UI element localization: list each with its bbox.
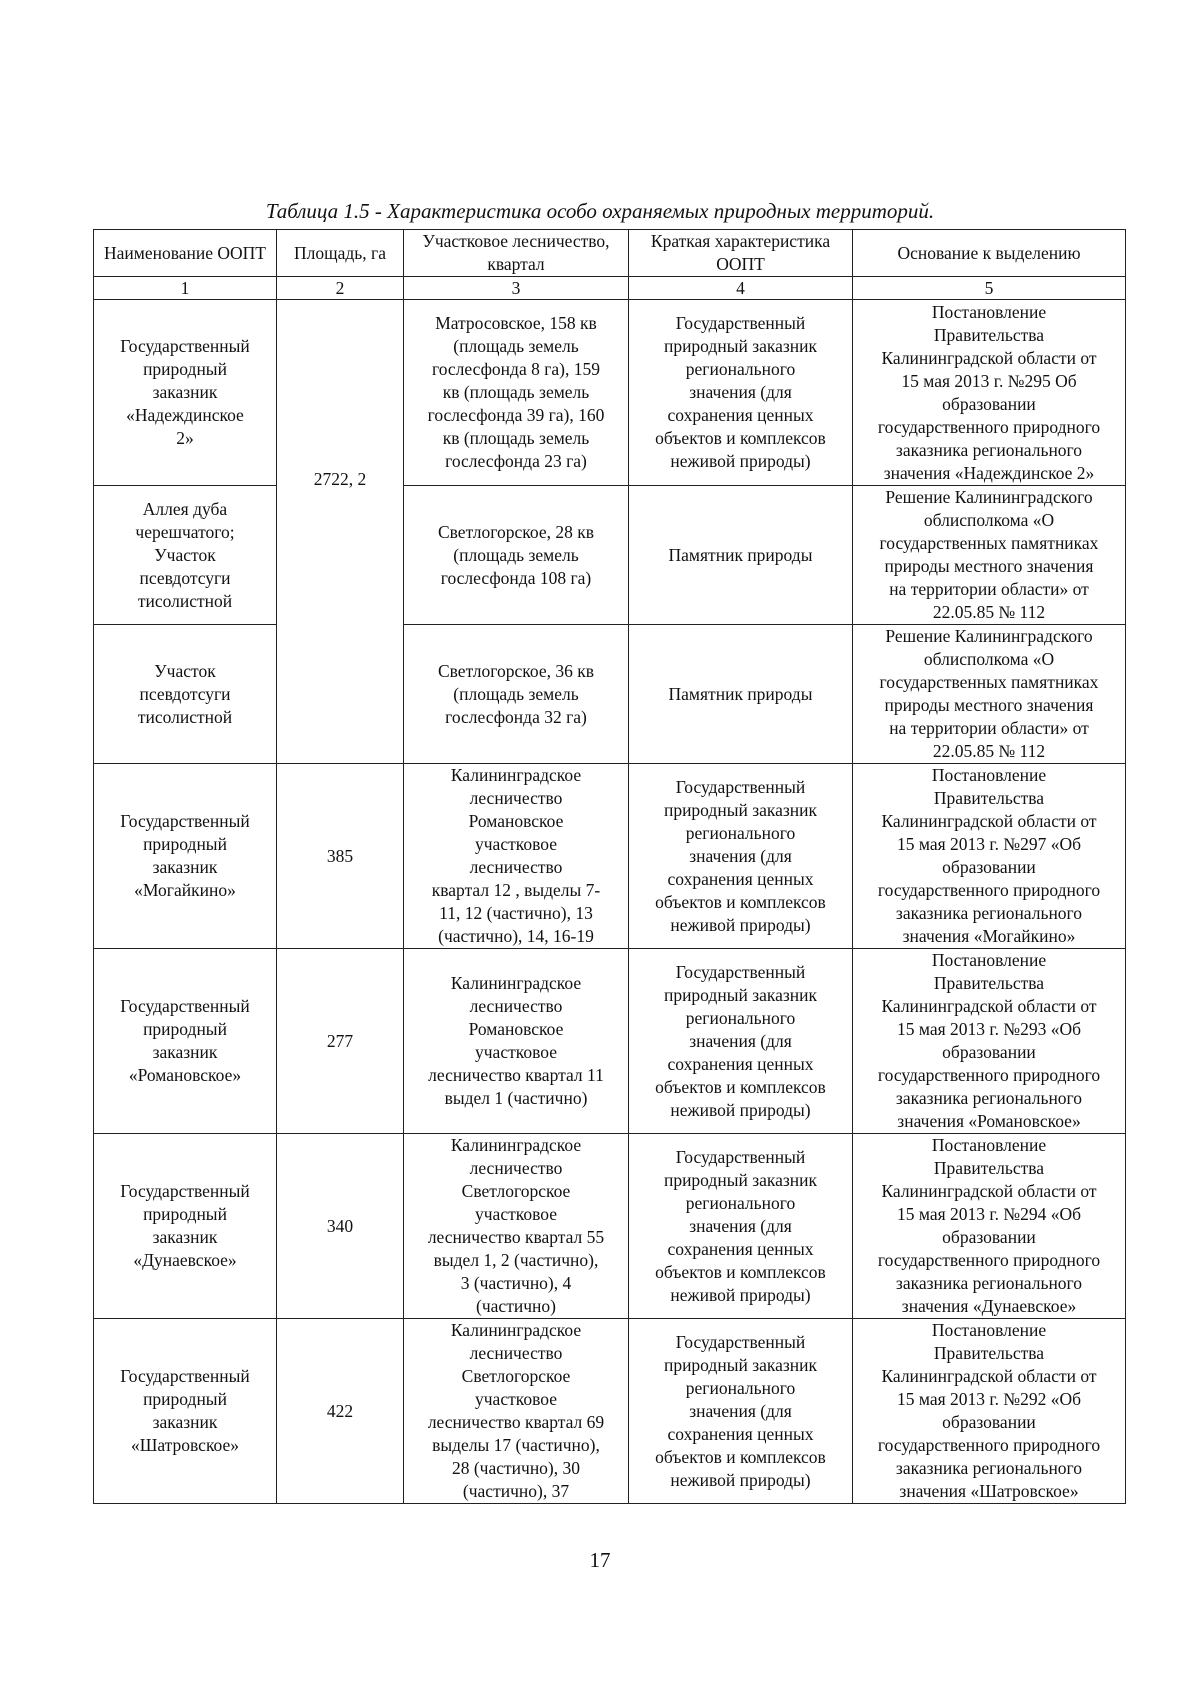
column-number: 5 [853, 277, 1126, 300]
table-header-row [94, 230, 1126, 277]
header-name: Наименование ООПТ [94, 230, 277, 277]
oopt-basis: Постановление Правительства Калининградской области от 15 мая 2013 г. №297 «Об образовании государственного природного заказника регионального значения «Могайкино» [853, 764, 1126, 949]
oopt-name: Государственный природный заказник «Дунаевское» [94, 1134, 277, 1319]
oopt-characteristic: Государственный природный заказник регионального значения (для сохранения ценных объектов и комплексов неживой природы) [629, 1319, 853, 1504]
oopt-forestry: Светлогорское, 28 кв (площадь земель гослесфонда 108 га) [404, 486, 629, 625]
header-basis: Основание к выделению [853, 230, 1126, 277]
oopt-basis: Решение Калининградского облисполкома «О государственных памятниках природы местного значения на территории области» от 22.05.85 № 112 [853, 486, 1126, 625]
oopt-basis: Постановление Правительства Калининградской области от 15 мая 2013 г. №295 Об образовании государственного природного заказника регионального значения «Надеждинское 2» [853, 300, 1126, 486]
table-row [94, 1319, 1126, 1504]
oopt-characteristic: Государственный природный заказник регионального значения (для сохранения ценных объектов и комплексов неживой природы) [629, 949, 853, 1134]
oopt-name: Аллея дуба черешчатого; Участок псевдотсуги тисолистной [94, 486, 277, 625]
page-number: 17 [589, 1548, 611, 1572]
oopt-characteristic: Государственный природный заказник регионального значения (для сохранения ценных объектов и комплексов неживой природы) [629, 300, 853, 486]
column-number: 3 [404, 277, 629, 300]
oopt-forestry: Матросовское, 158 кв (площадь земель гослесфонда 8 га), 159 кв (площадь земель гослесфонда 39 га), 160 кв (площадь земель гослесфонда 23 га) [404, 300, 629, 486]
oopt-characteristic: Государственный природный заказник регионального значения (для сохранения ценных объектов и комплексов неживой природы) [629, 764, 853, 949]
header-characteristic: Краткая характеристика ООПТ [629, 230, 853, 277]
oopt-basis: Постановление Правительства Калининградской области от 15 мая 2013 г. №293 «Об образовании государственного природного заказника регионального значения «Романовское» [853, 949, 1126, 1134]
table-row [94, 764, 1126, 949]
oopt-basis: Решение Калининградского облисполкома «О государственных памятниках природы местного значения на территории области» от 22.05.85 № 112 [853, 625, 1126, 764]
oopt-name: Государственный природный заказник «Надеждинское 2» [94, 300, 277, 486]
oopt-name: Государственный природный заказник «Шатровское» [94, 1319, 277, 1504]
oopt-name: Государственный природный заказник «Могайкино» [94, 764, 277, 949]
table-row [94, 486, 1126, 625]
column-number-row [94, 277, 1126, 300]
oopt-forestry: Калининградское лесничество Светлогорское участковое лесничество квартал 55 выдел 1, 2 (частично), 3 (частично), 4 (частично) [404, 1134, 629, 1319]
oopt-table [93, 229, 1126, 1504]
header-forestry: Участковое лесничество, квартал [404, 230, 629, 277]
oopt-forestry: Светлогорское, 36 кв (площадь земель гослесфонда 32 га) [404, 625, 629, 764]
oopt-characteristic: Государственный природный заказник регионального значения (для сохранения ценных объектов и комплексов неживой природы) [629, 1134, 853, 1319]
oopt-name: Государственный природный заказник «Романовское» [94, 949, 277, 1134]
header-area: Площадь, га [277, 230, 404, 277]
oopt-basis: Постановление Правительства Калининградской области от 15 мая 2013 г. №294 «Об образовании государственного природного заказника регионального значения «Дунаевское» [853, 1134, 1126, 1319]
oopt-area: 385 [277, 764, 404, 949]
table-row [94, 300, 1126, 486]
column-number: 4 [629, 277, 853, 300]
oopt-area: 422 [277, 1319, 404, 1504]
oopt-characteristic: Памятник природы [629, 625, 853, 764]
column-number: 1 [94, 277, 277, 300]
column-number: 2 [277, 277, 404, 300]
oopt-area: 277 [277, 949, 404, 1134]
oopt-characteristic: Памятник природы [629, 486, 853, 625]
oopt-basis: Постановление Правительства Калининградской области от 15 мая 2013 г. №292 «Об образовании государственного природного заказника регионального значения «Шатровское» [853, 1319, 1126, 1504]
oopt-forestry: Калининградское лесничество Светлогорское участковое лесничество квартал 69 выделы 17 (частично), 28 (частично), 30 (частично), 37 [404, 1319, 629, 1504]
oopt-forestry: Калининградское лесничество Романовское участковое лесничество квартал 12 , выделы 7- 11, 12 (частично), 13 (частично), 14, 16-19 [404, 764, 629, 949]
table-caption: Таблица 1.5 - Характеристика особо охраняемых природных территорий. [265, 199, 935, 223]
oopt-forestry: Калининградское лесничество Романовское участковое лесничество квартал 11 выдел 1 (частично) [404, 949, 629, 1134]
table-row [94, 625, 1126, 764]
table-row [94, 1134, 1126, 1319]
oopt-area: 2722, 2 [277, 300, 404, 764]
table-row [94, 949, 1126, 1134]
oopt-area: 340 [277, 1134, 404, 1319]
oopt-name: Участок псевдотсуги тисолистной [94, 625, 277, 764]
